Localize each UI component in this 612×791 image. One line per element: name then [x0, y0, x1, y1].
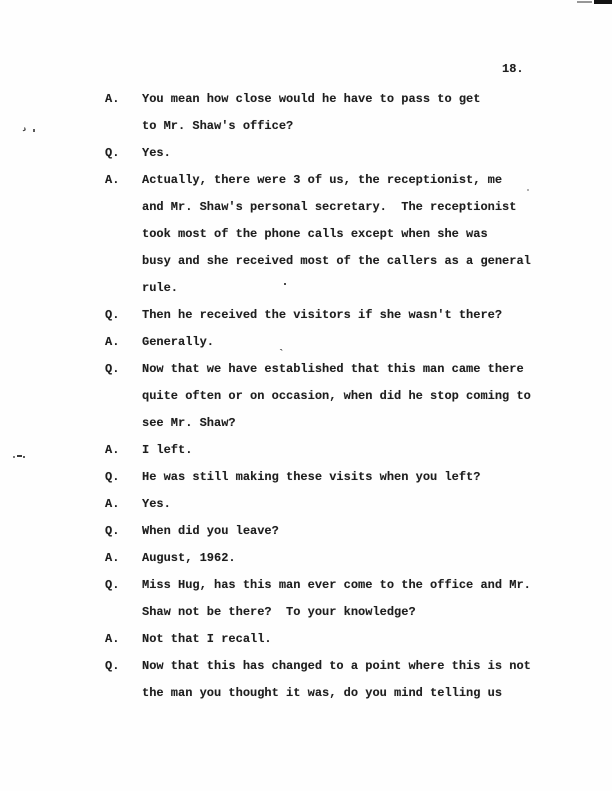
- entry-lines: [142, 572, 612, 626]
- speaker-label: Q.: [105, 578, 120, 592]
- transcript-entry: [105, 140, 612, 167]
- transcript-line: Yes.: [142, 146, 171, 160]
- entry-lines: [142, 356, 612, 437]
- speaker-label: Q.: [105, 659, 120, 673]
- entry-lines: [142, 437, 612, 464]
- transcript-line: August, 1962.: [142, 551, 236, 565]
- transcript-line: He was still making these visits when you left?: [142, 470, 481, 484]
- transcript-entry: [105, 329, 612, 356]
- entry-lines: [142, 491, 612, 518]
- scan-artifact-left-dot: [13, 456, 15, 458]
- transcript-line: Yes.: [142, 497, 171, 511]
- scan-artifact-stray-mark: `: [278, 349, 285, 361]
- entry-lines: [142, 653, 612, 707]
- transcript-line: Not that I recall.: [142, 632, 272, 646]
- transcript-line: I left.: [142, 443, 193, 457]
- scan-artifact-left-dash: [17, 455, 22, 457]
- entry-lines: [142, 167, 612, 302]
- transcript-line: Then he received the visitors if she wasn't there?: [142, 308, 503, 322]
- scan-artifact-left-dot: [23, 456, 25, 458]
- speaker-label: A.: [105, 497, 120, 511]
- transcript-line: rule.: [142, 281, 179, 295]
- transcript-line: You mean how close would he have to pass to get: [142, 92, 481, 106]
- transcript-entry: [105, 356, 612, 437]
- scan-artifact-speck: [527, 189, 529, 191]
- transcript-entry: [105, 167, 612, 302]
- speaker-label: Q.: [105, 308, 120, 322]
- entry-lines: [142, 545, 612, 572]
- speaker-label: A.: [105, 173, 120, 187]
- transcript-line: Generally.: [142, 335, 215, 349]
- entry-lines: [142, 518, 612, 545]
- scan-artifact-left-tick: [33, 129, 35, 132]
- speaker-label: A.: [105, 92, 120, 106]
- transcript-line: and Mr. Shaw's personal secretary. The receptionist: [142, 200, 517, 214]
- transcript-entry: [105, 302, 612, 329]
- entry-lines: [142, 626, 612, 653]
- transcript-line: busy and she received most of the callers as a general: [142, 254, 531, 268]
- scan-artifact-top-edge-black: [594, 0, 612, 4]
- transcript-line: the man you thought it was, do you mind telling us: [142, 686, 503, 700]
- transcript-entry: [105, 437, 612, 464]
- speaker-label: Q.: [105, 470, 120, 484]
- transcript-line: see Mr. Shaw?: [142, 416, 236, 430]
- transcript-line: Now that this has changed to a point where this is not: [142, 659, 531, 673]
- transcript-entry: [105, 464, 612, 491]
- speaker-label: Q.: [105, 524, 120, 538]
- entry-lines: [142, 140, 612, 167]
- transcript-line: to Mr. Shaw's office?: [142, 119, 294, 133]
- transcript-entry: [105, 626, 612, 653]
- transcript-line: Now that we have established that this man came there: [142, 362, 524, 376]
- speaker-label: Q.: [105, 362, 120, 376]
- transcript-entry: [105, 653, 612, 707]
- transcript-line: Miss Hug, has this man ever come to the office and Mr.: [142, 578, 531, 592]
- transcript-entry: [105, 545, 612, 572]
- speaker-label: A.: [105, 335, 120, 349]
- transcript-entry: [105, 572, 612, 626]
- entry-lines: [142, 464, 612, 491]
- entry-lines: [142, 86, 612, 140]
- entry-lines: [142, 329, 612, 356]
- scan-artifact-top-edge-gray: [577, 1, 592, 3]
- speaker-label: A.: [105, 632, 120, 646]
- speaker-label: A.: [105, 551, 120, 565]
- transcript-line: Actually, there were 3 of us, the receptionist, me: [142, 173, 503, 187]
- transcript-line: Shaw not be there? To your knowledge?: [142, 605, 416, 619]
- transcript: [0, 86, 612, 707]
- transcript-entry: [105, 491, 612, 518]
- transcript-entry: [105, 518, 612, 545]
- transcript-line: When did you leave?: [142, 524, 279, 538]
- transcript-line: took most of the phone calls except when she was: [142, 227, 488, 241]
- transcript-line: quite often or on occasion, when did he stop coming to: [142, 389, 531, 403]
- scan-artifact-left-squiggle: ›: [18, 124, 30, 137]
- speaker-label: A.: [105, 443, 120, 457]
- scan-artifact-speck: [284, 283, 286, 285]
- entry-lines: [142, 302, 612, 329]
- page-number: 18.: [502, 62, 524, 76]
- transcript-entry: [105, 86, 612, 140]
- speaker-label: Q.: [105, 146, 120, 160]
